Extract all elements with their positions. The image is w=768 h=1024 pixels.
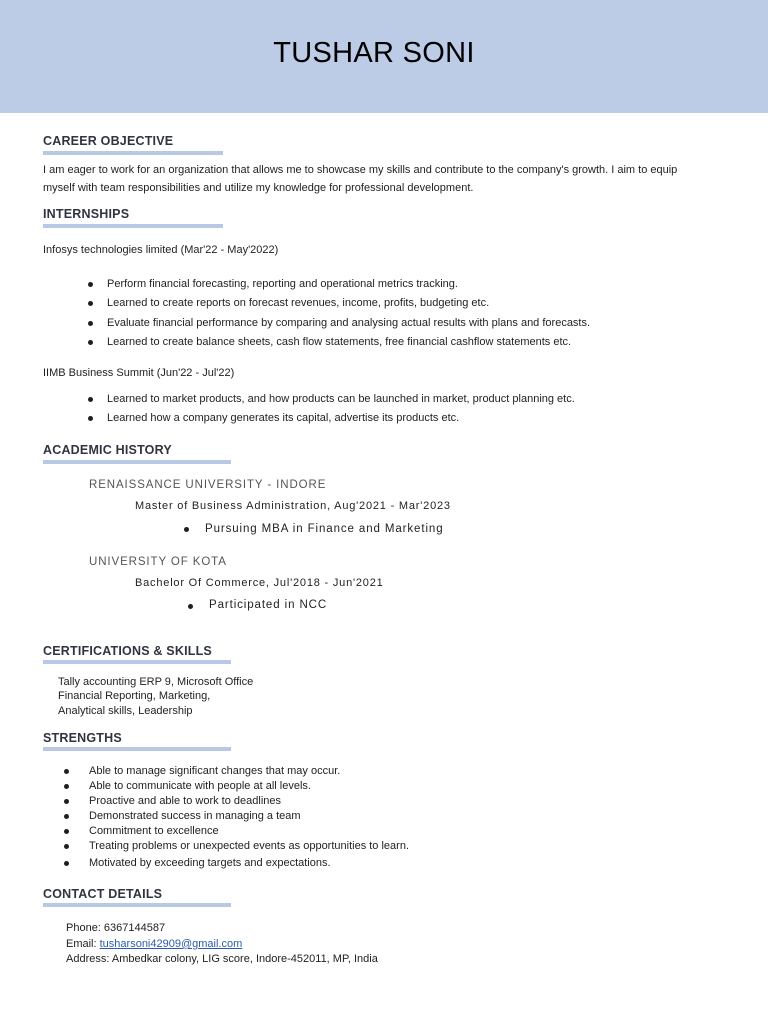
internship-bullet: Learned how a company generates its capital, advertise its products etc. [107,412,460,424]
bullet-dot [64,829,69,834]
section-title-career-objective: CAREER OBJECTIVE [43,134,174,148]
phone-label: Phone: [66,922,104,934]
address-label: Address: [66,953,112,965]
section-title-certifications: CERTIFICATIONS & SKILLS [43,644,212,658]
contact-phone [66,922,165,934]
bullet-dot [184,527,189,532]
objective-line-2: myself with team responsibilities and utilize my knowledge for professional development. [43,182,474,194]
internship-bullet: Learned to create balance sheets, cash flow statements, free financial cashflow statements etc. [107,336,572,348]
bullet-dot [64,844,69,849]
bullet-dot [188,604,193,609]
bullet-dot [88,416,93,421]
degree-line: Master of Business Administration, Aug'2021 - Mar'2023 [135,500,451,512]
email-link[interactable]: tusharsoni42909@gmail.com [99,938,243,950]
strength-item: Demonstrated success in managing a team [89,810,301,822]
contact-address [66,953,378,965]
section-title-strengths: STRENGTHS [43,731,122,745]
bullet-dot [88,282,93,287]
bullet-dot [64,814,69,819]
skill-line: Tally accounting ERP 9, Microsoft Office [58,676,254,688]
contact-email [66,938,242,950]
strength-item: Commitment to excellence [89,825,219,837]
institution-name: UNIVERSITY OF KOTA [89,556,227,568]
institution-name: RENAISSANCE UNIVERSITY - INDORE [89,479,327,491]
bullet-dot [88,321,93,326]
bullet-dot [64,784,69,789]
address-value: Ambedkar colony, LIG score, Indore-452011, MP, India [111,953,378,965]
bullet-dot [64,861,69,866]
section-underline [43,224,223,228]
strength-item: Able to manage significant changes that may occur. [89,765,341,777]
objective-line-1: I am eager to work for an organization that allows me to showcase my skills and contribute to the company's growth. I aim to equip [43,164,678,176]
section-underline [43,460,231,464]
section-underline [43,660,231,664]
degree-line: Bachelor Of Commerce, Jul'2018 - Jun'2021 [135,577,384,589]
section-title-internships: INTERNSHIPS [43,207,130,221]
section-underline [43,903,231,907]
section-title-academic-history: ACADEMIC HISTORY [43,443,172,457]
internship-bullet: Evaluate financial performance by comparing and analysing actual results with plans and forecasts. [107,317,591,329]
internship-bullet: Learned to market products, and how products can be launched in market, product planning etc. [107,393,575,405]
academic-bullet: Participated in NCC [209,599,328,611]
bullet-dot [64,769,69,774]
candidate-name: TUSHAR SONI [273,37,475,69]
bullet-dot [88,301,93,306]
section-underline [43,151,223,155]
section-title-contact-details: CONTACT DETAILS [43,887,163,901]
phone-number: 6367144587 [103,922,166,934]
internship-heading: Infosys technologies limited (Mar'22 - May'2022) [43,244,279,256]
bullet-dot [64,799,69,804]
bullet-dot [88,340,93,345]
internship-heading: IIMB Business Summit (Jun'22 - Jul'22) [43,367,235,379]
bullet-dot [88,397,93,402]
skill-line: Analytical skills, Leadership [58,705,193,717]
internship-bullet: Perform financial forecasting, reporting and operational metrics tracking. [107,278,458,290]
strength-item: Able to communicate with people at all levels. [89,780,311,792]
strength-item: Treating problems or unexpected events as opportunities to learn. [89,840,409,852]
section-underline [43,747,231,751]
email-label: Email: [66,938,100,950]
skill-line: Financial Reporting, Marketing, [58,690,211,702]
strength-item: Proactive and able to work to deadlines [89,795,282,807]
strength-item: Motivated by exceeding targets and expectations. [89,857,331,869]
academic-bullet: Pursuing MBA in Finance and Marketing [205,523,444,535]
internship-bullet: Learned to create reports on forecast revenues, income, profits, budgeting etc. [107,297,490,309]
